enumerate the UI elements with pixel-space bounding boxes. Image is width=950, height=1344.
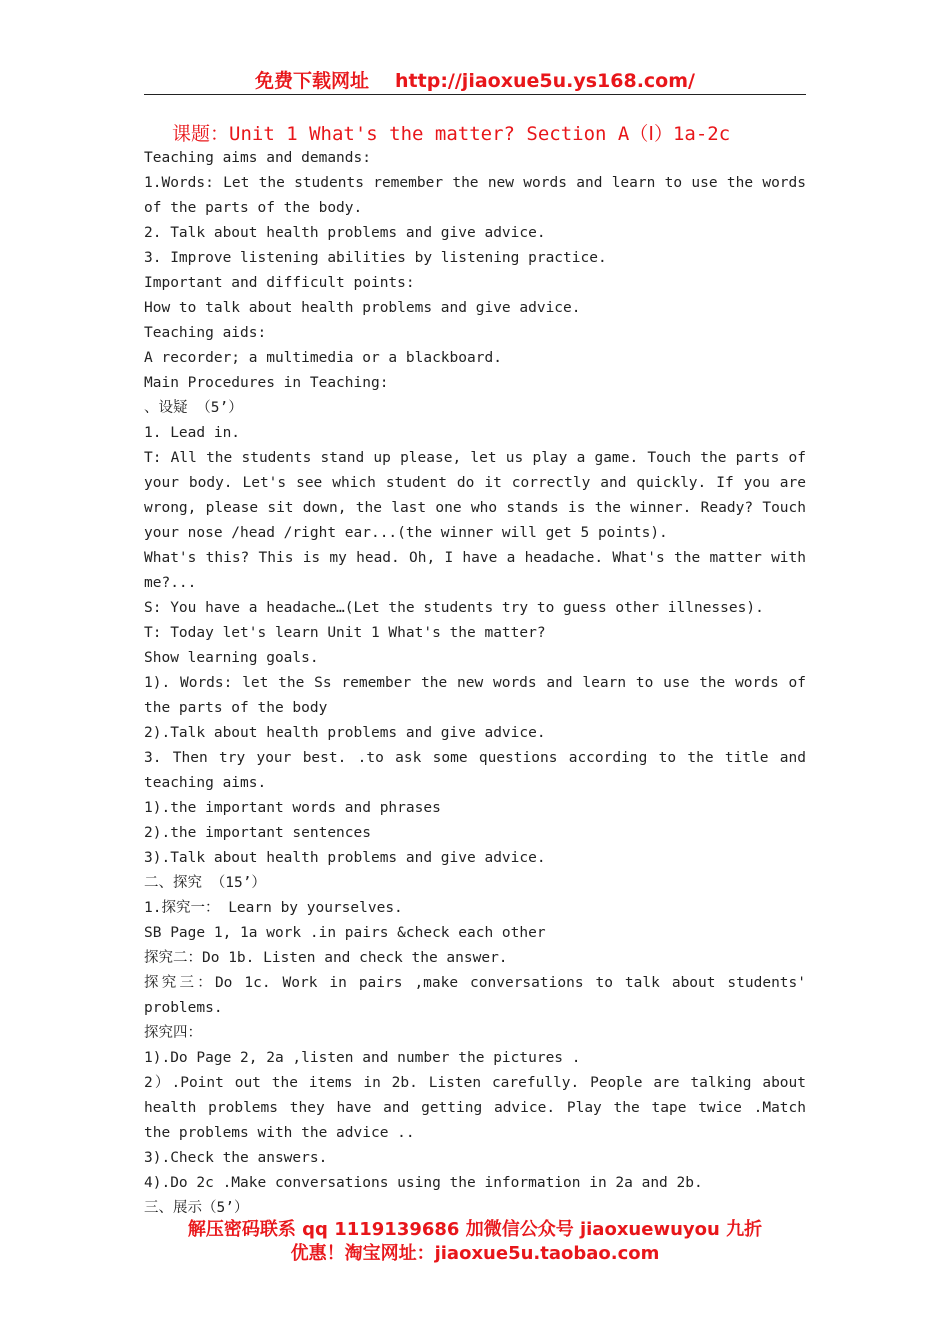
text-line: 探究二：Do 1b. Listen and check the answer. (144, 950, 508, 966)
section-heading: 、设疑 （5’） (144, 400, 243, 416)
text-line: 1. Lead in. (144, 425, 241, 441)
text-line: 3. Improve listening abilities by listening practice. (144, 250, 607, 266)
text-line: S: You have a headache…(Let the students try to guess other illnesses). (144, 600, 764, 616)
lesson-title: 课题：Unit 1 What's the matter? Section A（Ⅰ）1a-2c (172, 123, 731, 145)
text-line: 2).the important sentences (144, 825, 371, 841)
page-footer (144, 1218, 806, 1266)
text-line: Teaching aids: (144, 325, 267, 341)
text-paragraph: 2）.Point out the items in 2b. Listen carefully. People are talking about health problems they have and getting advice. Play the tape twice .Match the problems with the advice .. (144, 1075, 806, 1141)
lesson-body (144, 146, 806, 1221)
header-divider (144, 94, 806, 95)
footer-contact-line: 解压密码联系 qq 1119139686 加微信公众号 jiaoxuewuyou 九折 (187, 1219, 763, 1240)
text-line: A recorder; a multimedia or a blackboard. (144, 350, 502, 366)
text-line: T: Today let's learn Unit 1 What's the matter? (144, 625, 546, 641)
text-paragraph: 1.Words: Let the students remember the new words and learn to use the words of the parts of the body. (144, 175, 806, 216)
text-line: 3).Check the answers. (144, 1150, 328, 1166)
text-line: 探究四： (144, 1025, 202, 1041)
text-line: 2. Talk about health problems and give advice. (144, 225, 546, 241)
text-line: 4).Do 2c .Make conversations using the information in 2a and 2b. (144, 1175, 703, 1191)
text-paragraph: T: All the students stand up please, let us play a game. Touch the parts of your body. Let's see which student do it correctly and quickly. If you are wrong, please sit down, the last one who stands is the winner. Ready? Touch your nose /head /right ear...(the winner will get 5 points). (144, 450, 806, 541)
text-paragraph: 1). Words: let the Ss remember the new words and learn to use the words of the parts of the body (144, 675, 806, 716)
text-line: 3).Talk about health problems and give advice. (144, 850, 546, 866)
section-heading: 三、展示（5’） (144, 1200, 249, 1216)
text-line: SB Page 1, 1a work .in pairs &check each other (144, 925, 546, 941)
text-line: How to talk about health problems and give advice. (144, 300, 581, 316)
text-paragraph: 探究三：Do 1c. Work in pairs ,make conversations to talk about students' problems. (144, 975, 806, 1016)
text-line: Main Procedures in Teaching: (144, 375, 389, 391)
text-line: 1.探究一： Learn by yourselves. (144, 900, 403, 916)
header-site-name: 免费下载网址 (255, 70, 370, 92)
page-header (144, 66, 806, 94)
text-line: 1).the important words and phrases (144, 800, 441, 816)
text-line: Important and difficult points: (144, 275, 415, 291)
text-line: 1).Do Page 2, 2a ,listen and number the pictures . (144, 1050, 581, 1066)
text-paragraph: 3. Then try your best. .to ask some questions according to the title and teaching aims. (144, 750, 806, 791)
text-line: Teaching aims and demands: (144, 150, 371, 166)
section-heading: 二、探究 （15’） (144, 875, 266, 891)
text-paragraph: What's this? This is my head. Oh, I have a headache. What's the matter with me?... (144, 550, 806, 591)
text-line: Show learning goals. (144, 650, 319, 666)
text-line: 2).Talk about health problems and give advice. (144, 725, 546, 741)
footer-shop-line: 优惠！淘宝网址：jiaoxue5u.taobao.com (290, 1243, 660, 1264)
header-url[interactable]: http://jiaoxue5u.ys168.com/ (395, 70, 695, 92)
